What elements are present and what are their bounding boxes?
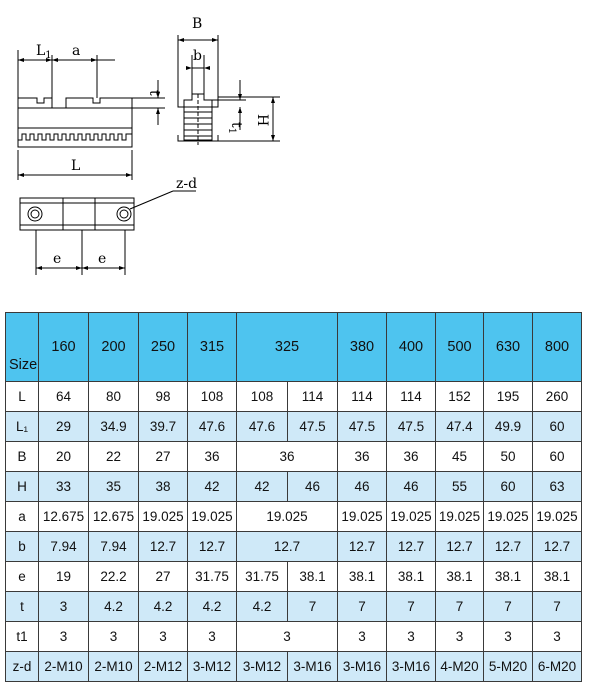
table-cell: 260 <box>533 382 582 412</box>
table-cell: 50 <box>484 442 533 472</box>
row-label: t1 <box>6 622 39 652</box>
table-row <box>6 532 582 562</box>
table-cell: 19.025 <box>484 502 533 532</box>
jaw-top-view <box>20 191 196 275</box>
table-cell: 19.025 <box>237 502 338 532</box>
table-cell: 22.2 <box>89 562 139 592</box>
table-cell: 12.7 <box>484 532 533 562</box>
table-cell: 46 <box>338 472 387 502</box>
table-cell: 4-M20 <box>436 652 484 682</box>
table-cell: 12.675 <box>39 502 89 532</box>
dim-label-a: a <box>72 43 81 59</box>
table-cell: 4.2 <box>188 592 237 622</box>
table-cell: 64 <box>39 382 89 412</box>
row-label: L <box>6 382 39 412</box>
table-cell: 38.1 <box>387 562 436 592</box>
size-header-cell: 400 <box>387 313 436 382</box>
size-header-cell: 380 <box>338 313 387 382</box>
table-cell: 3-M16 <box>387 652 436 682</box>
dim-label-t: t <box>146 90 162 96</box>
table-cell: 3 <box>436 622 484 652</box>
table-cell: 22 <box>89 442 139 472</box>
table-cell: 29 <box>39 412 89 442</box>
jaw-side-view <box>18 50 165 180</box>
table-cell: 47.5 <box>387 412 436 442</box>
table-row <box>6 472 582 502</box>
dim-label-e-right: e <box>98 251 107 267</box>
table-cell: 12.7 <box>139 532 188 562</box>
row-label: a <box>6 502 39 532</box>
dim-label-b: b <box>193 48 202 64</box>
table-cell: 39.7 <box>139 412 188 442</box>
row-label: H <box>6 472 39 502</box>
table-cell: 7 <box>288 592 338 622</box>
table-row <box>6 562 582 592</box>
table-cell: 7 <box>387 592 436 622</box>
dim-label-t1: $t_1$ <box>226 122 244 135</box>
table-cell: 3-M16 <box>288 652 338 682</box>
row-label: z-d <box>6 652 39 682</box>
table-cell: 7.94 <box>89 532 139 562</box>
table-cell: 4.2 <box>139 592 188 622</box>
table-cell: 42 <box>188 472 237 502</box>
table-cell: 20 <box>39 442 89 472</box>
table-cell: 12.7 <box>387 532 436 562</box>
dim-label-L: L <box>71 158 81 174</box>
table-cell: 27 <box>139 562 188 592</box>
table-cell: 34.9 <box>89 412 139 442</box>
table-cell: 7.94 <box>39 532 89 562</box>
table-row <box>6 442 582 472</box>
table-cell: 3 <box>89 622 139 652</box>
table-cell: 80 <box>89 382 139 412</box>
row-label: L₁ <box>6 412 39 442</box>
size-header-cell: 315 <box>188 313 237 382</box>
table-cell: 47.4 <box>436 412 484 442</box>
table-cell: 38.1 <box>288 562 338 592</box>
table-cell: 38.1 <box>338 562 387 592</box>
table-row <box>6 592 582 622</box>
table-cell: 19 <box>39 562 89 592</box>
table-cell: 46 <box>387 472 436 502</box>
size-header-cell: 200 <box>89 313 139 382</box>
technical-drawing <box>0 0 606 300</box>
table-cell: 6-M20 <box>533 652 582 682</box>
dim-label-e-left: e <box>53 251 62 267</box>
table-cell: 3 <box>387 622 436 652</box>
table-cell: 60 <box>484 472 533 502</box>
table-cell: 12.7 <box>188 532 237 562</box>
size-header-cell: 500 <box>436 313 484 382</box>
table-cell: 47.5 <box>288 412 338 442</box>
spec-table-body <box>6 313 582 682</box>
table-cell: 46 <box>288 472 338 502</box>
table-row <box>6 622 582 652</box>
table-cell: 33 <box>39 472 89 502</box>
table-cell: 2-M12 <box>139 652 188 682</box>
table-cell: 49.9 <box>484 412 533 442</box>
table-cell: 38.1 <box>436 562 484 592</box>
table-cell: 108 <box>188 382 237 412</box>
table-cell: 3 <box>188 622 237 652</box>
row-label: B <box>6 442 39 472</box>
table-cell: 2-M10 <box>39 652 89 682</box>
row-label: t <box>6 592 39 622</box>
size-header-cell: 325 <box>237 313 338 382</box>
table-cell: 38.1 <box>533 562 582 592</box>
dimension-arrows <box>18 38 275 270</box>
table-cell: 114 <box>387 382 436 412</box>
table-cell: 27 <box>139 442 188 472</box>
table-cell: 36 <box>387 442 436 472</box>
table-cell: 3-M12 <box>188 652 237 682</box>
table-cell: 3 <box>484 622 533 652</box>
table-cell: 47.6 <box>237 412 288 442</box>
table-cell: 45 <box>436 442 484 472</box>
table-cell: 2-M10 <box>89 652 139 682</box>
row-label: e <box>6 562 39 592</box>
table-cell: 35 <box>89 472 139 502</box>
table-row <box>6 502 582 532</box>
table-cell: 7 <box>484 592 533 622</box>
table-cell: 3 <box>237 622 338 652</box>
table-cell: 114 <box>338 382 387 412</box>
table-cell: 31.75 <box>188 562 237 592</box>
table-cell: 19.025 <box>188 502 237 532</box>
table-cell: 60 <box>533 412 582 442</box>
table-cell: 60 <box>533 442 582 472</box>
table-cell: 3-M16 <box>338 652 387 682</box>
table-cell: 3-M12 <box>237 652 288 682</box>
table-row <box>6 412 582 442</box>
size-header-cell: 630 <box>484 313 533 382</box>
table-cell: 36 <box>188 442 237 472</box>
size-header-cell: 160 <box>39 313 89 382</box>
table-cell: 12.7 <box>436 532 484 562</box>
table-row <box>6 652 582 682</box>
table-cell: 152 <box>436 382 484 412</box>
table-cell: 3 <box>338 622 387 652</box>
dim-label-L1: $L_1$ <box>36 43 52 61</box>
table-cell: 38.1 <box>484 562 533 592</box>
table-cell: 47.6 <box>188 412 237 442</box>
size-header: Size <box>6 313 39 382</box>
table-cell: 7 <box>436 592 484 622</box>
table-cell: 12.7 <box>533 532 582 562</box>
table-cell: 19.025 <box>533 502 582 532</box>
spec-table <box>5 312 582 682</box>
size-header-cell: 250 <box>139 313 188 382</box>
table-cell: 19.025 <box>139 502 188 532</box>
table-cell: 4.2 <box>89 592 139 622</box>
header-row <box>6 313 582 382</box>
table-cell: 12.675 <box>89 502 139 532</box>
table-cell: 36 <box>338 442 387 472</box>
table-cell: 19.025 <box>436 502 484 532</box>
table-cell: 7 <box>533 592 582 622</box>
table-cell: 7 <box>338 592 387 622</box>
table-cell: 36 <box>237 442 338 472</box>
table-cell: 12.7 <box>338 532 387 562</box>
dim-label-zd: z-d <box>176 176 198 192</box>
table-cell: 42 <box>237 472 288 502</box>
table-cell: 47.5 <box>338 412 387 442</box>
table-cell: 4.2 <box>237 592 288 622</box>
table-cell: 55 <box>436 472 484 502</box>
dim-label-B: B <box>192 16 203 32</box>
table-cell: 195 <box>484 382 533 412</box>
size-header-cell: 800 <box>533 313 582 382</box>
table-cell: 114 <box>288 382 338 412</box>
dim-label-H: H <box>254 114 270 127</box>
table-cell: 19.025 <box>338 502 387 532</box>
row-label: b <box>6 532 39 562</box>
table-cell: 19.025 <box>387 502 436 532</box>
table-cell: 31.75 <box>237 562 288 592</box>
table-cell: 63 <box>533 472 582 502</box>
table-row <box>6 382 582 412</box>
table-cell: 3 <box>533 622 582 652</box>
table-cell: 38 <box>139 472 188 502</box>
table-cell: 5-M20 <box>484 652 533 682</box>
table-cell: 3 <box>39 622 89 652</box>
table-cell: 98 <box>139 382 188 412</box>
table-cell: 12.7 <box>237 532 338 562</box>
table-cell: 108 <box>237 382 288 412</box>
table-cell: 3 <box>139 622 188 652</box>
table-cell: 3 <box>39 592 89 622</box>
